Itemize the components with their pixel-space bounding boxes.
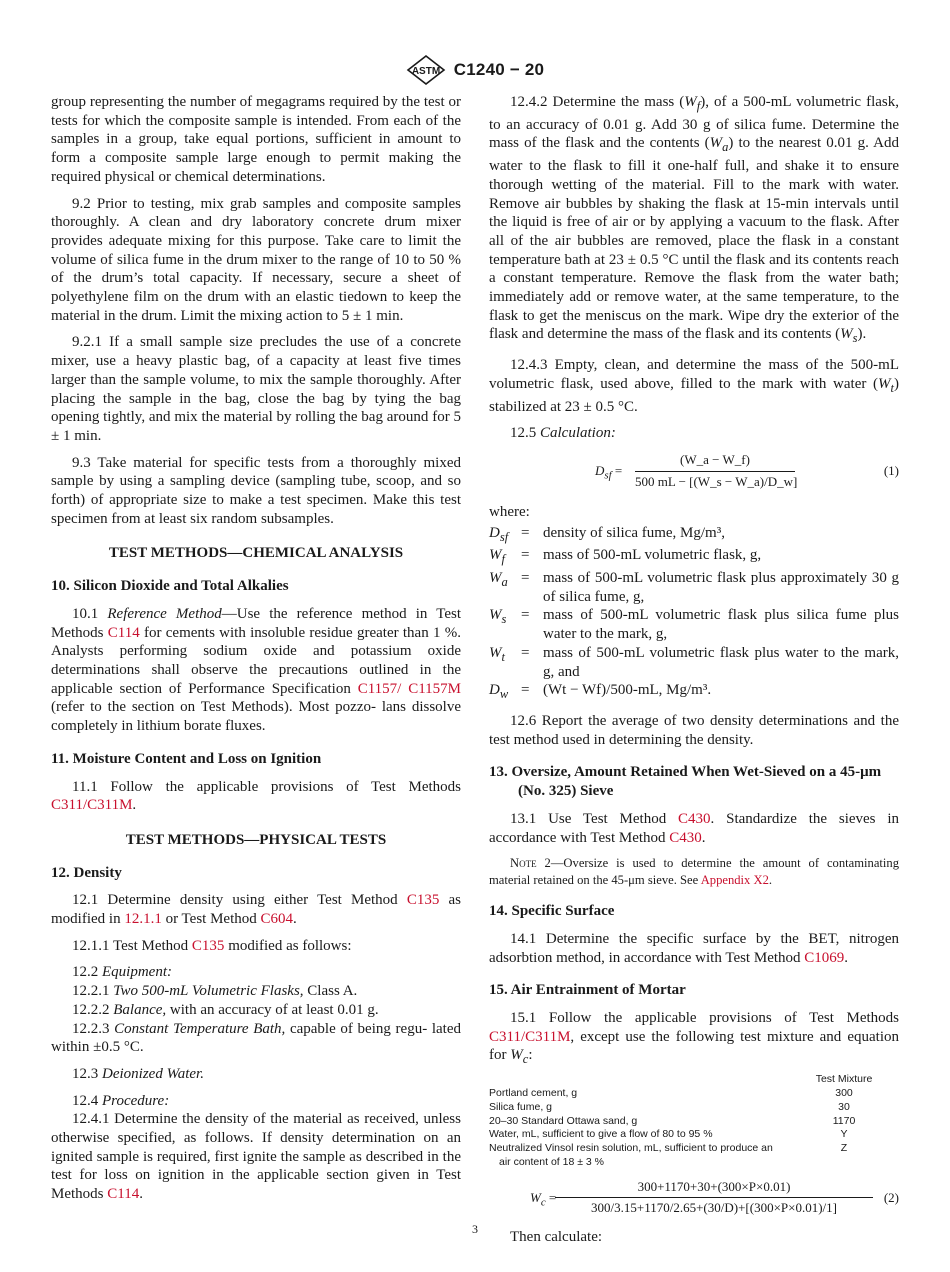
paragraph-12-2-1: 12.2.1 Two 500-mL Volumetric Flasks, Class A.	[72, 983, 358, 1000]
equation-1	[489, 451, 899, 491]
paragraph-12-2-2: 12.2.2 Balance, with an accuracy of at least 0.01 g.	[72, 1001, 379, 1018]
paragraph-11-1: 11.1 Follow the applicable provisions of Test Methods C311/C311M.	[51, 778, 461, 814]
link-appendix-x2[interactable]: Appendix X2	[700, 872, 769, 887]
link-c114[interactable]: C114	[107, 624, 140, 641]
logo-text: ASTM	[411, 66, 440, 77]
paragraph-12-6: 12.6 Report the average of two density determinations and the test method used in determining the density.	[489, 712, 899, 748]
table-row: 20–30 Standard Ottawa sand, g 1170	[489, 1114, 856, 1127]
definition-dsf: $D_{sf}$ = density of silica fume, Mg/m³,	[489, 524, 725, 544]
paragraph-12-4-2: 12.4.2 Determine the mass $(W_f)$, of a 500-mL volumetric flask, to an accuracy of 0.01 g. Add 30 g of silica fume. Determine the mass of the flask and the contents $(W_a)$ to the nearest 0.01 g. Add water to the flask to fill it one-half full, and shake it to ensure thorough wetting of the material. Fill to the mark with water. Remove air bubbles by shaking the flask at 15-min intervals until the liquid is free of air or by applying a vacuum to the flask. After all of the air bubbles are removed, place the flask in a constant temperature bath at 23 ± 0.5 °C until the flask and its contents reach a constant temperature. Remove the flask from the water bath; immediately add or remove water, at the same temperature, to the flask to get the meniscus on the mark. Wipe dry the exterior of the flask and determine the mass of the flask and its contents $(W_s)$.	[489, 94, 900, 346]
paragraph-13-1: 13.1 Use Test Method C430. Standardize the sieves in accordance with Test Method C430.	[489, 810, 899, 846]
section-14-title: 14. Specific Surface	[489, 903, 615, 920]
paragraph-12-4: 12.4 Procedure:	[72, 1092, 170, 1109]
paragraph-12-4-3: 12.4.3 Empty, clean, and determine the mass of the 500-mL volumetric flask, used above, filled to the mark with water $(W_t)$ stabilized at 23 ± 0.5 °C.	[489, 357, 899, 415]
equation-2-lhs: $W_c$ =	[530, 1189, 557, 1209]
equation-1-numerator: (W_a − W_f)	[635, 451, 795, 472]
table-row: Neutralized Vinsol resin solution, mL, sufficient to produce an Z	[489, 1142, 848, 1155]
paragraph-9-2: 9.2 Prior to testing, mix grab samples and composite samples thoroughly. A clean and dry laboratory concrete drum mixer provides adequate mixing for this purpose. Take care to limit the volume of silica fume in the drum mixer to the range of 10 to 50 % of the drum’s total capacity. If necessary, secure a sheet of polyethylene film on the drum with an elastic tiedown to keep the material in the drum. Limit the mixing action to 5 ± 1 min.	[51, 195, 461, 324]
paragraph-12-5: 12.5 Calculation:	[510, 425, 616, 442]
link-c311-2[interactable]: C311/C311M	[489, 1028, 571, 1045]
section-11-title: 11. Moisture Content and Loss on Ignition	[51, 750, 322, 767]
link-c114-2[interactable]: C114	[107, 1186, 140, 1203]
definition-wt: $W_t$ = mass of 500-mL volumetric flask plus water to the mark, g, and	[489, 644, 899, 680]
equation-2-denominator: 300/3.15+1170/2.65+(30/D)+[(300×P×0.01)/1]	[591, 1200, 837, 1216]
table-row: Water, mL, sufficient to give a flow of 80 to 95 % Y	[489, 1128, 848, 1141]
document-id: C1240 − 20	[453, 60, 545, 79]
equation-1-lhs: $D_{sf}$ =	[595, 462, 623, 482]
paragraph-12-2: 12.2 Equipment:	[72, 964, 172, 981]
equation-2-fraction	[555, 1178, 873, 1218]
link-c430-2[interactable]: C430	[669, 829, 702, 846]
paragraph-then-calculate: Then calculate:	[510, 1228, 603, 1245]
paragraph-12-3: 12.3 Deionized Water.	[72, 1065, 204, 1082]
right-column	[489, 93, 899, 1254]
paragraph-group-continued: group representing the number of megagrams required by the test or tests for which the composite sample is intended. From each of the samples in a group, take equal portions, sufficient in amount to form a composite sample large enough to permit making the required physical or chemical determinations.	[51, 94, 461, 185]
heading-physical-tests: TEST METHODS—PHYSICAL TESTS	[125, 831, 387, 848]
link-c430[interactable]: C430	[678, 810, 711, 827]
section-13-title: 13. Oversize, Amount Retained When Wet-Sieved on a 45-μm (No. 325) Sieve	[489, 764, 882, 800]
link-c135-2[interactable]: C135	[191, 937, 225, 954]
paragraph-14-1: 14.1 Determine the specific surface by the BET, nitrogen adsorbtion method, in accordance with Test Method C1069.	[489, 930, 899, 966]
definition-ws: $W_s$ = mass of 500-mL volumetric flask plus silica fume plus water to the mark, g,	[489, 607, 899, 643]
astm-logo-icon	[406, 55, 446, 85]
where-label: where:	[489, 503, 530, 520]
variable-definitions	[489, 524, 899, 704]
section-10-title: 10. Silicon Dioxide and Total Alkalies	[51, 578, 289, 595]
link-c1069[interactable]: C1069	[804, 949, 845, 966]
section-12-title: 12. Density	[51, 864, 122, 881]
table-row: Portland cement, g 300	[489, 1086, 853, 1099]
page-number: 3	[472, 1222, 478, 1236]
equation-2	[489, 1178, 899, 1218]
paragraph-12-1-1: 12.1.1 Test Method C135 modified as follows:	[72, 937, 352, 954]
note-2: Note 2—Oversize is used to determine the amount of contaminating material retained on the 45-μm sieve. See Appendix X2.	[489, 856, 899, 887]
heading-chemical-analysis: TEST METHODS—CHEMICAL ANALYSIS	[108, 545, 404, 562]
link-12-1-1[interactable]: 12.1.1	[124, 911, 162, 928]
paragraph-9-3: 9.3 Take material for specific tests from a thoroughly mixed sample by using a sampling device (sampling tube, scoop, and so forth) of appropriate size to make a test specimen. Make this test specimen from at least six random subsamples.	[51, 454, 461, 527]
link-c1157[interactable]: C1157/ C1157M	[357, 680, 461, 697]
section-15-title: 15. Air Entrainment of Mortar	[489, 982, 686, 999]
equation-1-number: (1)	[883, 462, 899, 478]
link-c604[interactable]: C604	[260, 911, 294, 928]
equation-1-fraction	[635, 451, 798, 491]
paragraph-12-2-3: 12.2.3 Constant Temperature Bath, capable of being regu- lated within ±0.5 °C.	[51, 1020, 461, 1056]
paragraph-12-4-1: 12.4.1 Determine the density of the material as received, unless otherwise specified, as follows. If density determination on an ignited sample is required, first ignite the sample as described in the test for loss on ignition in the applicable section given in Test Methods C114.	[51, 1111, 461, 1203]
definition-wa: $W_a$ = mass of 500-mL volumetric flask plus approximately 30 g of silica fume, g,	[489, 570, 899, 605]
paragraph-15-1: 15.1 Follow the applicable provisions of Test Methods C311/C311M, except use the following test mixture and equation for $W_c$:	[489, 1010, 899, 1067]
link-c311[interactable]: C311/C311M	[51, 797, 133, 814]
definition-wf: $W_f$ = mass of 500-mL volumetric flask, g,	[489, 547, 762, 567]
link-c135[interactable]: C135	[406, 892, 440, 909]
equation-2-number: (2)	[883, 1189, 899, 1205]
paragraph-12-1: 12.1 Determine density using either Test Method C135 as modified in 12.1.1 or Test Method C604.	[51, 892, 461, 928]
table-row-continued: air content of 18 ± 3 %	[499, 1155, 604, 1168]
equation-1-denominator: 500 mL − [(W_s − W_a)/D_w]	[635, 473, 798, 489]
equation-2-numerator: 300+1170+30+(300×P×0.01)	[555, 1178, 873, 1199]
paragraph-9-2-1: 9.2.1 If a small sample size precludes the use of a concrete mixer, use a heavy plastic bag, of a capacity at least five times larger than the sample volume, to mix the sample thoroughly. After placing the sample in the bag, close the bag by tying the bag opening tightly, and mix the material by rolling the bag around for 5 ± 1 min.	[51, 334, 461, 444]
definition-dw: $D_w$ = (Wt − Wf)/500-mL, Mg/m³.	[489, 682, 712, 702]
test-mixture-header: Test Mixture	[815, 1073, 873, 1086]
test-mixture-table	[489, 1073, 899, 1170]
page-header	[0, 55, 950, 85]
paragraph-10-1: 10.1 Reference Method—Use the reference method in Test Methods C114 for cements with insoluble residue greater than 1 %. Analysts performing sodium oxide and potassium oxide determinations shall observe the precautions outlined in the applicable section of Performance Specification C1157/ C1157M (refer to the section on Test Methods). Most pozzo- lans dissolve completely in lithium borate fluxes.	[51, 605, 462, 735]
table-row: Silica fume, g 30	[489, 1100, 850, 1113]
left-column	[51, 93, 461, 1212]
